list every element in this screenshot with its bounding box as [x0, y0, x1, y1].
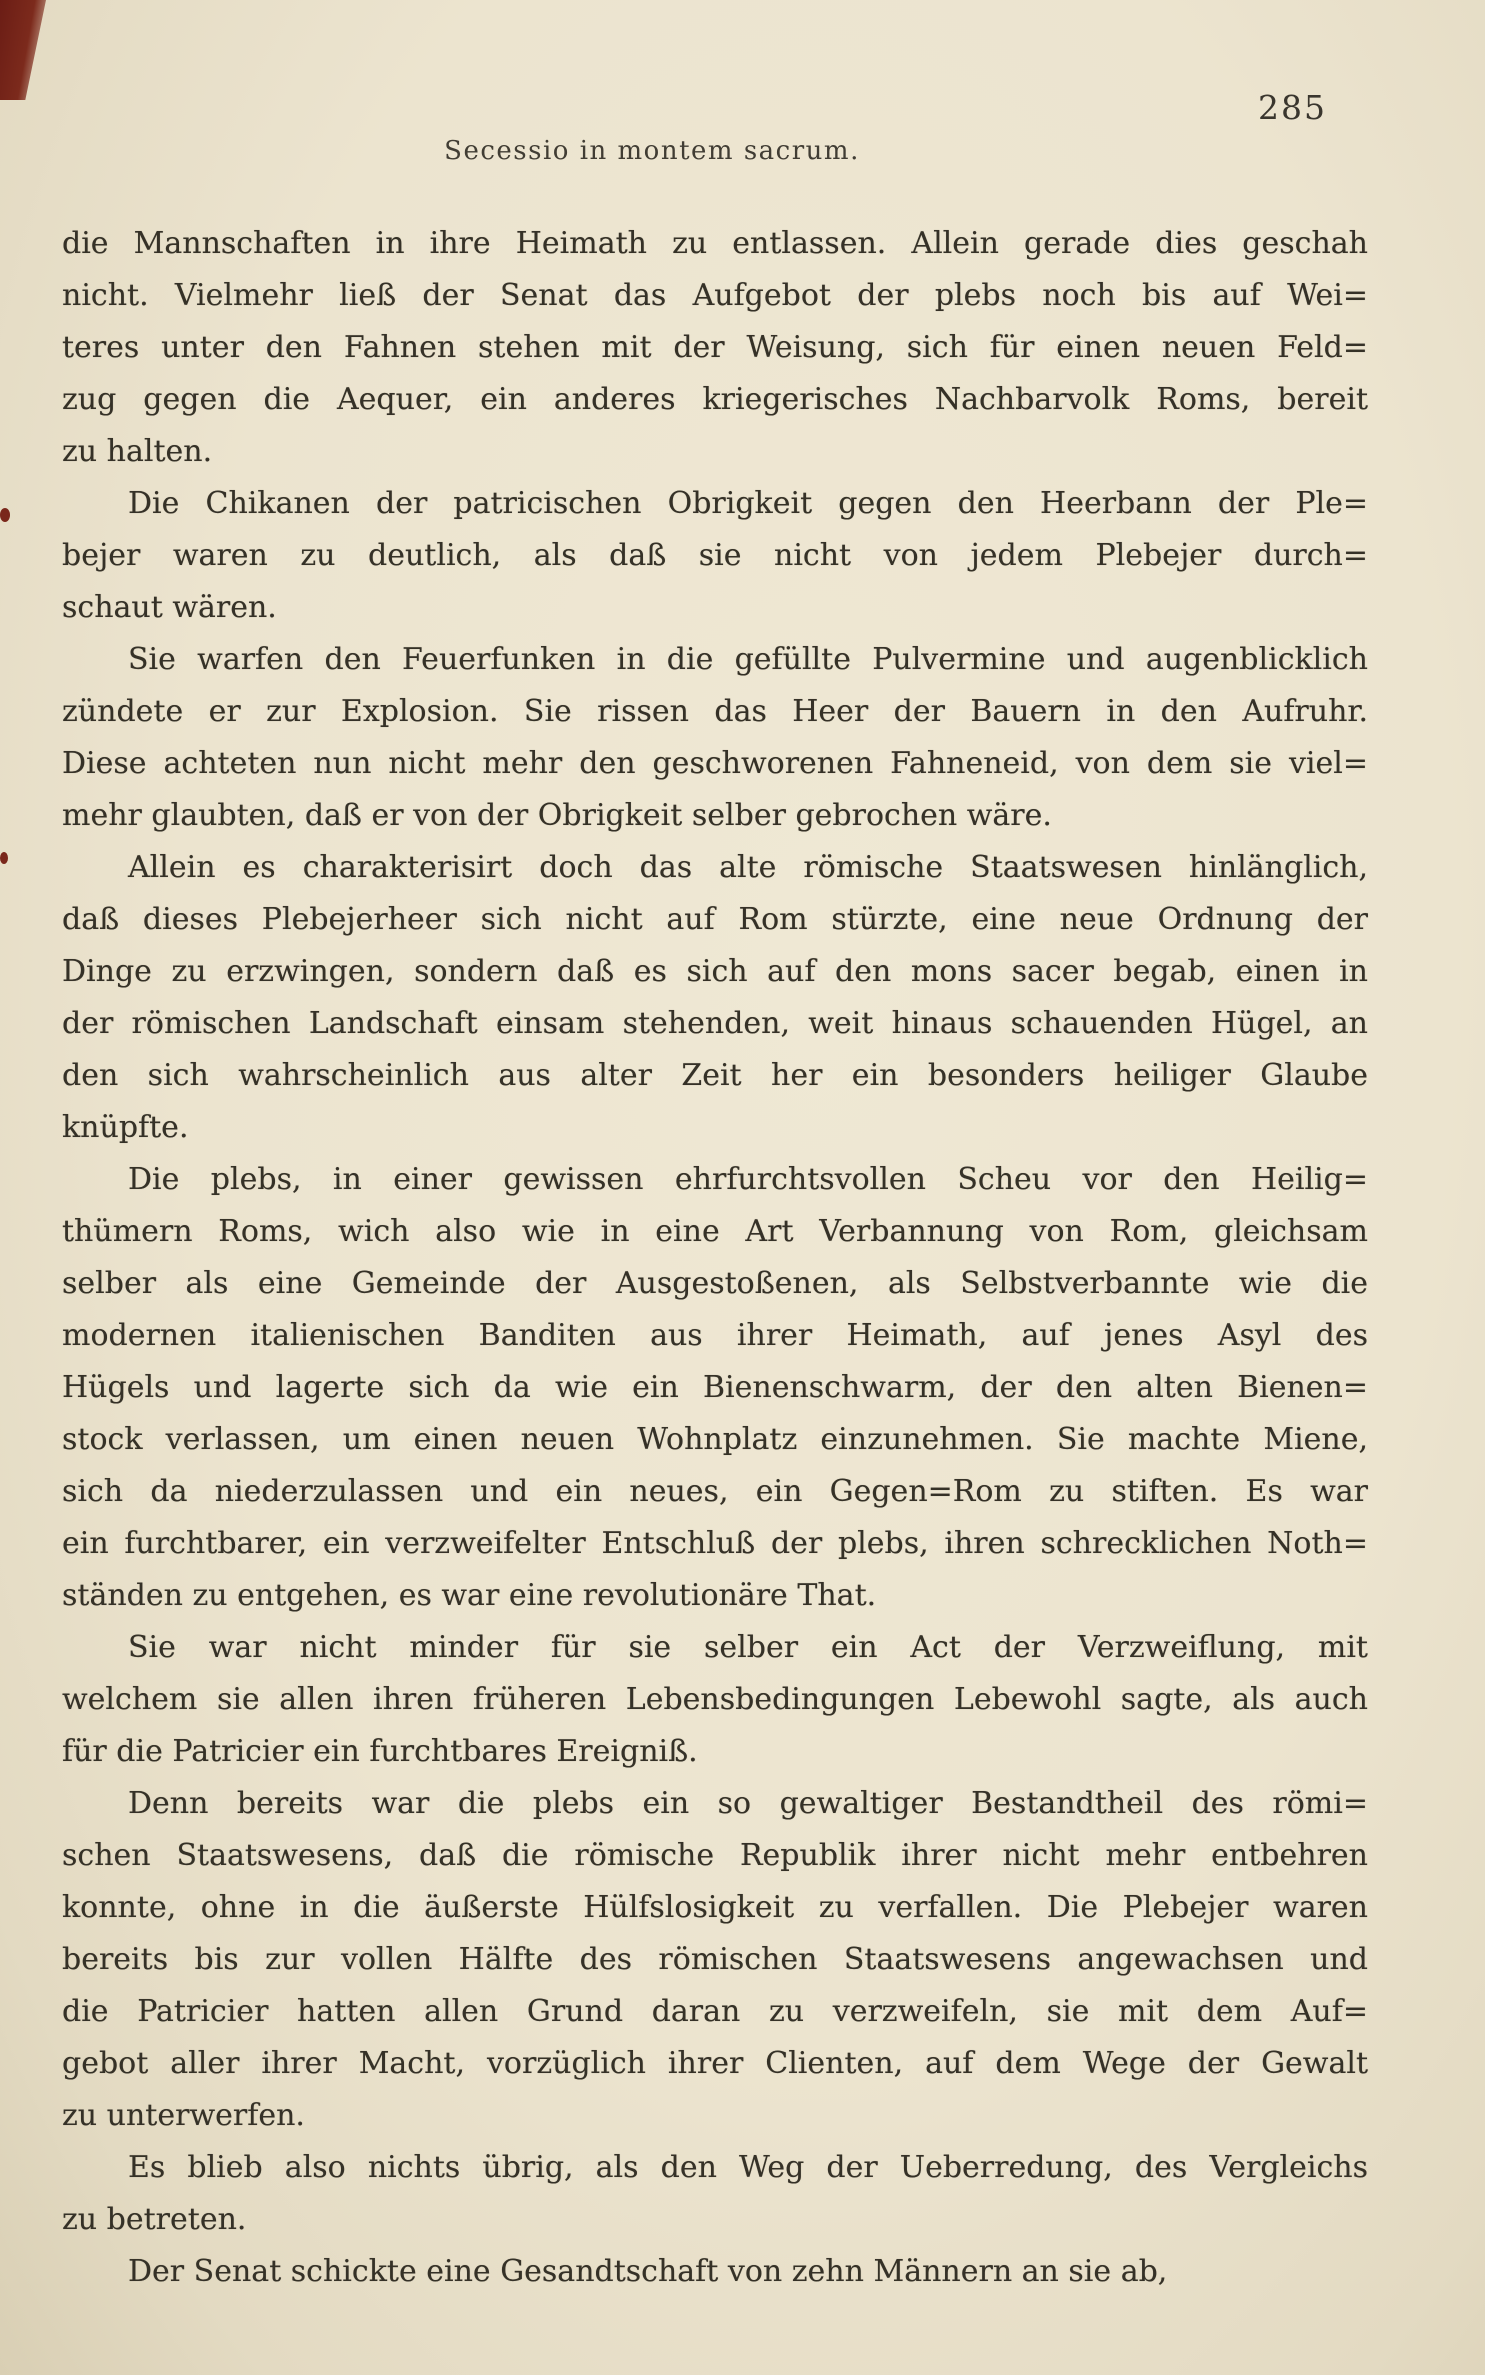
text-line: Dinge zu erzwingen, sondern daß es sich auf den mons sacer begab, einen in [62, 954, 1368, 989]
text-line: Die Chikanen der patricischen Obrigkeit gegen den Heerbann der Ple= [128, 486, 1368, 521]
text-line: Sie warfen den Feuerfunken in die gefüllte Pulvermine und augenblicklich [128, 642, 1368, 677]
text-line: ständen zu entgehen, es war eine revolutionäre That. [62, 1578, 877, 1613]
text-line: Diese achteten nun nicht mehr den geschworenen Fahneneid, von dem sie viel= [62, 746, 1368, 781]
text-line: daß dieses Plebejerheer sich nicht auf Rom stürzte, eine neue Ordnung der [62, 902, 1368, 937]
text-line: zu halten. [62, 434, 213, 469]
text-line: die Patricier hatten allen Grund daran zu verzweifeln, sie mit dem Auf= [62, 1994, 1368, 2029]
text-line: schaut wären. [62, 590, 277, 625]
text-line: Es blieb also nichts übrig, als den Weg der Ueberredung, des Vergleichs [128, 2150, 1368, 2185]
text-line: Der Senat schickte eine Gesandtschaft von zehn Männern an sie ab, [128, 2254, 1168, 2289]
running-head: Secessio in montem sacrum. [444, 136, 860, 166]
text-line: die Mannschaften in ihre Heimath zu entlassen. Allein gerade dies geschah [62, 226, 1368, 261]
text-line: welchem sie allen ihren früheren Lebensbedingungen Lebewohl sagte, als auch [62, 1682, 1368, 1717]
text-line: Hügels und lagerte sich da wie ein Bienenschwarm, der den alten Bienen= [62, 1370, 1368, 1405]
text-line: für die Patricier ein furchtbares Ereigniß. [62, 1734, 698, 1769]
text-line: konnte, ohne in die äußerste Hülfslosigkeit zu verfallen. Die Plebejer waren [62, 1890, 1368, 1925]
text-line: sich da niederzulassen und ein neues, ein Gegen=Rom zu stiften. Es war [62, 1474, 1368, 1509]
text-line: ein furchtbarer, ein verzweifelter Entschluß der plebs, ihren schrecklichen Noth= [62, 1526, 1368, 1561]
book-edge-corner [0, 0, 46, 100]
text-line: thümern Roms, wich also wie in eine Art Verbannung von Rom, gleichsam [62, 1214, 1368, 1249]
text-line: bejer waren zu deutlich, als daß sie nicht von jedem Plebejer durch= [62, 538, 1368, 573]
text-line: stock verlassen, um einen neuen Wohnplatz einzunehmen. Sie machte Miene, [62, 1422, 1368, 1457]
text-line: Sie war nicht minder für sie selber ein Act der Verzweiflung, mit [128, 1630, 1368, 1665]
text-line: modernen italienischen Banditen aus ihrer Heimath, auf jenes Asyl des [62, 1318, 1368, 1353]
text-line: Die plebs, in einer gewissen ehrfurchtsvollen Scheu vor den Heilig= [128, 1162, 1368, 1197]
text-line: der römischen Landschaft einsam stehenden, weit hinaus schauenden Hügel, an [62, 1006, 1368, 1041]
text-line: schen Staatswesens, daß die römische Republik ihrer nicht mehr entbehren [62, 1838, 1368, 1873]
text-line: den sich wahrscheinlich aus alter Zeit her ein besonders heiliger Glaube [62, 1058, 1368, 1093]
body-text [62, 218, 1368, 2298]
text-line: nicht. Vielmehr ließ der Senat das Aufgebot der plebs noch bis auf Wei= [62, 278, 1368, 313]
text-line: teres unter den Fahnen stehen mit der Weisung, sich für einen neuen Feld= [62, 330, 1368, 365]
text-line: knüpfte. [62, 1110, 189, 1145]
text-line: zu unterwerfen. [62, 2098, 305, 2133]
text-line: bereits bis zur vollen Hälfte des römischen Staatswesens angewachsen und [62, 1942, 1368, 1977]
text-line: selber als eine Gemeinde der Ausgestoßenen, als Selbstverbannte wie die [62, 1266, 1368, 1301]
text-line: gebot aller ihrer Macht, vorzüglich ihrer Clienten, auf dem Wege der Gewalt [62, 2046, 1368, 2081]
text-line: zug gegen die Aequer, ein anderes kriegerisches Nachbarvolk Roms, bereit [62, 382, 1368, 417]
text-line: mehr glaubten, daß er von der Obrigkeit selber gebrochen wäre. [62, 798, 1052, 833]
text-line: zu betreten. [62, 2202, 247, 2237]
text-line: Allein es charakterisirt doch das alte römische Staatswesen hinlänglich, [128, 850, 1368, 885]
page-edge-speck [0, 508, 10, 522]
page-number: 285 [1258, 88, 1327, 127]
text-line: zündete er zur Explosion. Sie rissen das Heer der Bauern in den Aufruhr. [62, 694, 1368, 729]
text-line: Denn bereits war die plebs ein so gewaltiger Bestandtheil des römi= [128, 1786, 1368, 1821]
page-edge-speck [0, 852, 8, 864]
